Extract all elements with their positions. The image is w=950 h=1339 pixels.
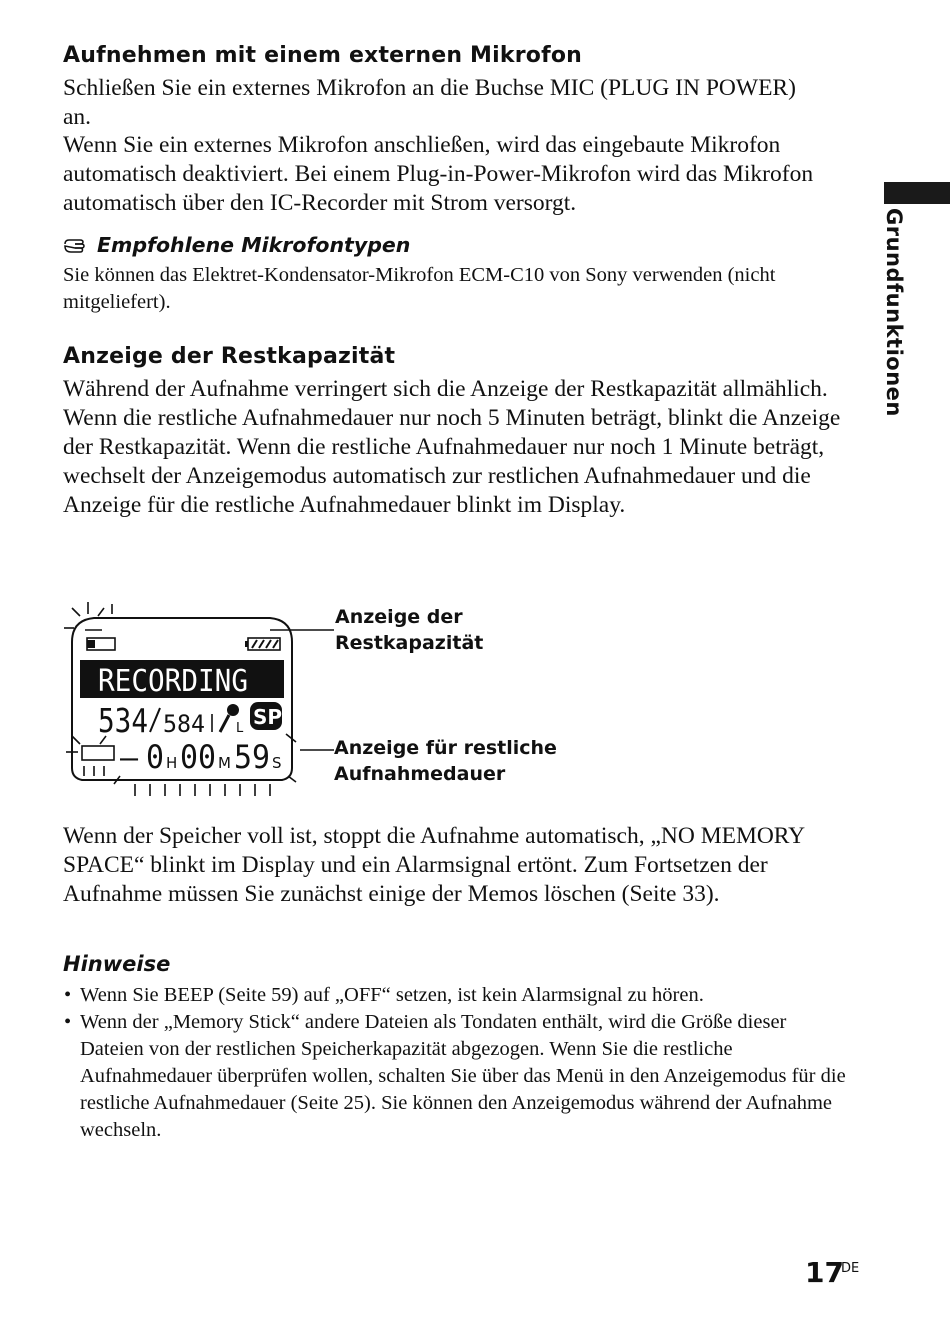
label-remaining-capacity xyxy=(335,604,483,656)
paragraph-mic-auto: Wenn Sie ein externes Mikrofon anschließen, wird das eingebaute Mikrofon automatisch deaktiviert. Bei einem Plug-in-Power-Mikrofon wird das Mikrofon automatisch über den IC-Recorder mit Strom versorgt. xyxy=(63,132,814,216)
recording-text: RECORDING xyxy=(98,664,248,699)
page-number-suffix: DE xyxy=(841,1261,860,1276)
time-minutes: 00 xyxy=(180,738,216,776)
time-h-unit: H xyxy=(166,754,178,772)
notes-list xyxy=(63,982,853,1144)
label-remaining-time xyxy=(334,735,557,787)
tip-text: Sie können das Elektret-Kondensator-Mikrofon ECM-C10 von Sony verwenden (nicht mitgeliefert). xyxy=(63,264,776,313)
paragraph-remaining-capacity: Während der Aufnahme verringert sich die Anzeige der Restkapazität allmählich. Wenn die restliche Aufnahmedauer nur noch 5 Minuten beträgt, blinkt die Anzeige der Restkapazität. Wenn die restliche Aufnahmedauer nur noch 1 Minute beträgt, wechselt der Anzeigemodus automatisch zur restlichen Aufnahmedauer und die Anzeige für die restliche Aufnahmedauer blinkt im Display. xyxy=(63,376,841,518)
paragraph-connect-mic: Schließen Sie ein externes Mikrofon an die Buchse MIC (PLUG IN POWER) an. xyxy=(63,75,796,130)
paragraph-memory-full: Wenn der Speicher voll ist, stoppt die Aufnahme automatisch, „NO MEMORY SPACE“ blinkt im Display und ein Alarmsignal ertönt. Zum Fortsetzen der Aufnahme müssen Sie zunächst einige der Memos löschen (Seite 33). xyxy=(63,823,805,907)
side-tab-marker xyxy=(884,182,950,204)
tip-block xyxy=(63,233,410,257)
label-remaining-time-line2: Aufnahmedauer xyxy=(334,763,506,785)
time-hours: 0 xyxy=(146,738,164,776)
time-seconds: 59 xyxy=(234,738,270,776)
label-remaining-capacity-line1: Anzeige der xyxy=(335,606,463,628)
side-tab-label: Grundfunktionen xyxy=(882,208,906,417)
note-item: • Wenn der „Memory Stick“ andere Dateien als Tondaten enthält, wird die Größe dieser Dateien von der restlichen Speicherkapazität abgezogen. Wenn Sie die restliche Aufnahmedauer überprüfen wollen, schalten Sie über das Menü in den Anzeigemodus für die restliche Aufnahmedauer (Seite 25). Sie können den Anzeigemodus während der Aufnahme wechseln. xyxy=(63,1009,853,1144)
mode-badge-text: SP xyxy=(253,705,283,729)
battery-small-icon xyxy=(87,638,115,650)
counter-total: 584 xyxy=(163,710,205,738)
time-sign: – xyxy=(120,741,139,776)
callout-lines xyxy=(270,620,340,760)
time-m-unit: M xyxy=(218,754,231,772)
svg-text:L: L xyxy=(236,721,244,736)
counter-current: 534 xyxy=(98,701,148,740)
section-heading-external-mic: Aufnehmen mit einem externen Mikrofon xyxy=(63,43,583,68)
note-item: • Wenn Sie BEEP (Seite 59) auf „OFF“ setzen, ist kein Alarmsignal zu hören. xyxy=(63,982,853,1009)
label-remaining-capacity-line2: Restkapazität xyxy=(335,632,484,654)
notes-heading: Hinweise xyxy=(63,952,171,976)
tip-hand-icon xyxy=(63,235,89,255)
section-heading-remaining-capacity: Anzeige der Restkapazität xyxy=(63,344,396,369)
time-s-unit: S xyxy=(272,754,282,772)
tip-heading: Empfohlene Mikrofontypen xyxy=(97,233,411,257)
battery-outline-icon xyxy=(82,746,114,760)
label-remaining-time-line1: Anzeige für restliche xyxy=(334,737,557,759)
page-number: 17 xyxy=(805,1256,844,1289)
